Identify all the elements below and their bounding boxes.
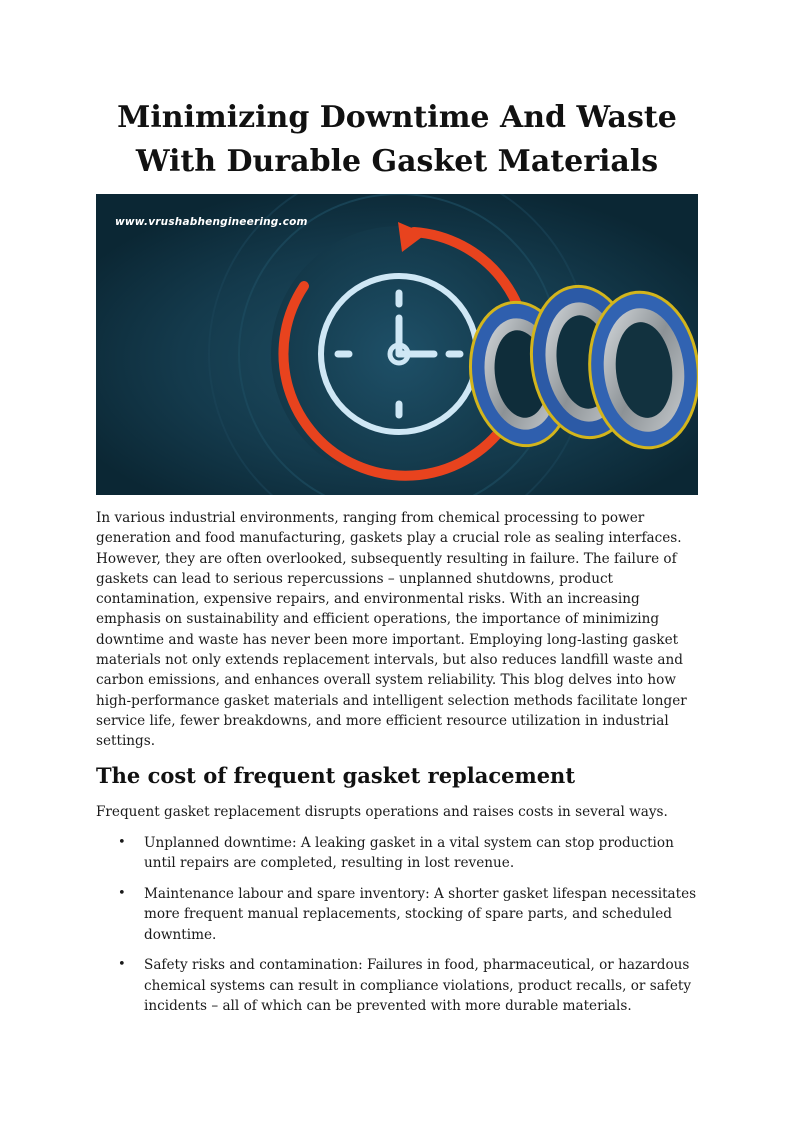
list-item [96,955,698,1016]
clock-icon [321,276,477,432]
bullet-icon: • [118,886,126,902]
hero-illustration [96,194,698,495]
list-item-text: Safety risks and contamination: Failures in food, pharmaceutical, or hazardous chemical systems can result in compliance violations, product recalls, or safety incidents – all of which can be prevented with more durable materials. [144,957,692,1015]
section-lead: Frequent gasket replacement disrupts operations and raises costs in several ways. [96,804,668,820]
cost-bullet-list [96,833,698,1027]
image-watermark: www.vrushabhengineering.com [115,216,308,228]
list-item [96,884,698,945]
list-item [96,833,698,874]
page-title [96,96,698,184]
title-line-1: Minimizing Downtime And Waste [117,100,677,135]
list-item-text: Unplanned downtime: A leaking gasket in a vital system can stop production until repairs are completed, resulting in lost revenue. [144,835,674,872]
hero-image [96,194,698,495]
bullet-icon: • [118,957,126,973]
bullet-icon: • [118,835,126,850]
intro-paragraph: In various industrial environments, ranging from chemical processing to power generation and food manufacturing, gaskets play a crucial role as sealing interfaces. However, they are often overlooked, subsequently resulting in failure. The failure of gaskets can lead to serious repercussions – unplanned shutdowns, product contamination, expensive repairs, and environmental risks. With an increasing emphasis on sustainability and efficient operations, the importance of minimizing downtime and waste has never been more important. Employing long-lasting gasket materials not only extends replacement intervals, but also reduces landfill waste and carbon emissions, and enhances overall system reliability. This blog delves into how high-performance gasket materials and intelligent selection methods facilitate longer service life, fewer breakdowns, and more efficient resource utilization in industrial settings. [96,510,687,750]
section-heading: The cost of frequent gasket replacement [96,763,576,788]
list-item-text: Maintenance labour and spare inventory: A shorter gasket lifespan necessitates more frequent manual replacements, stocking of spare parts, and scheduled downtime. [144,886,697,943]
title-line-2: With Durable Gasket Materials [135,144,659,179]
